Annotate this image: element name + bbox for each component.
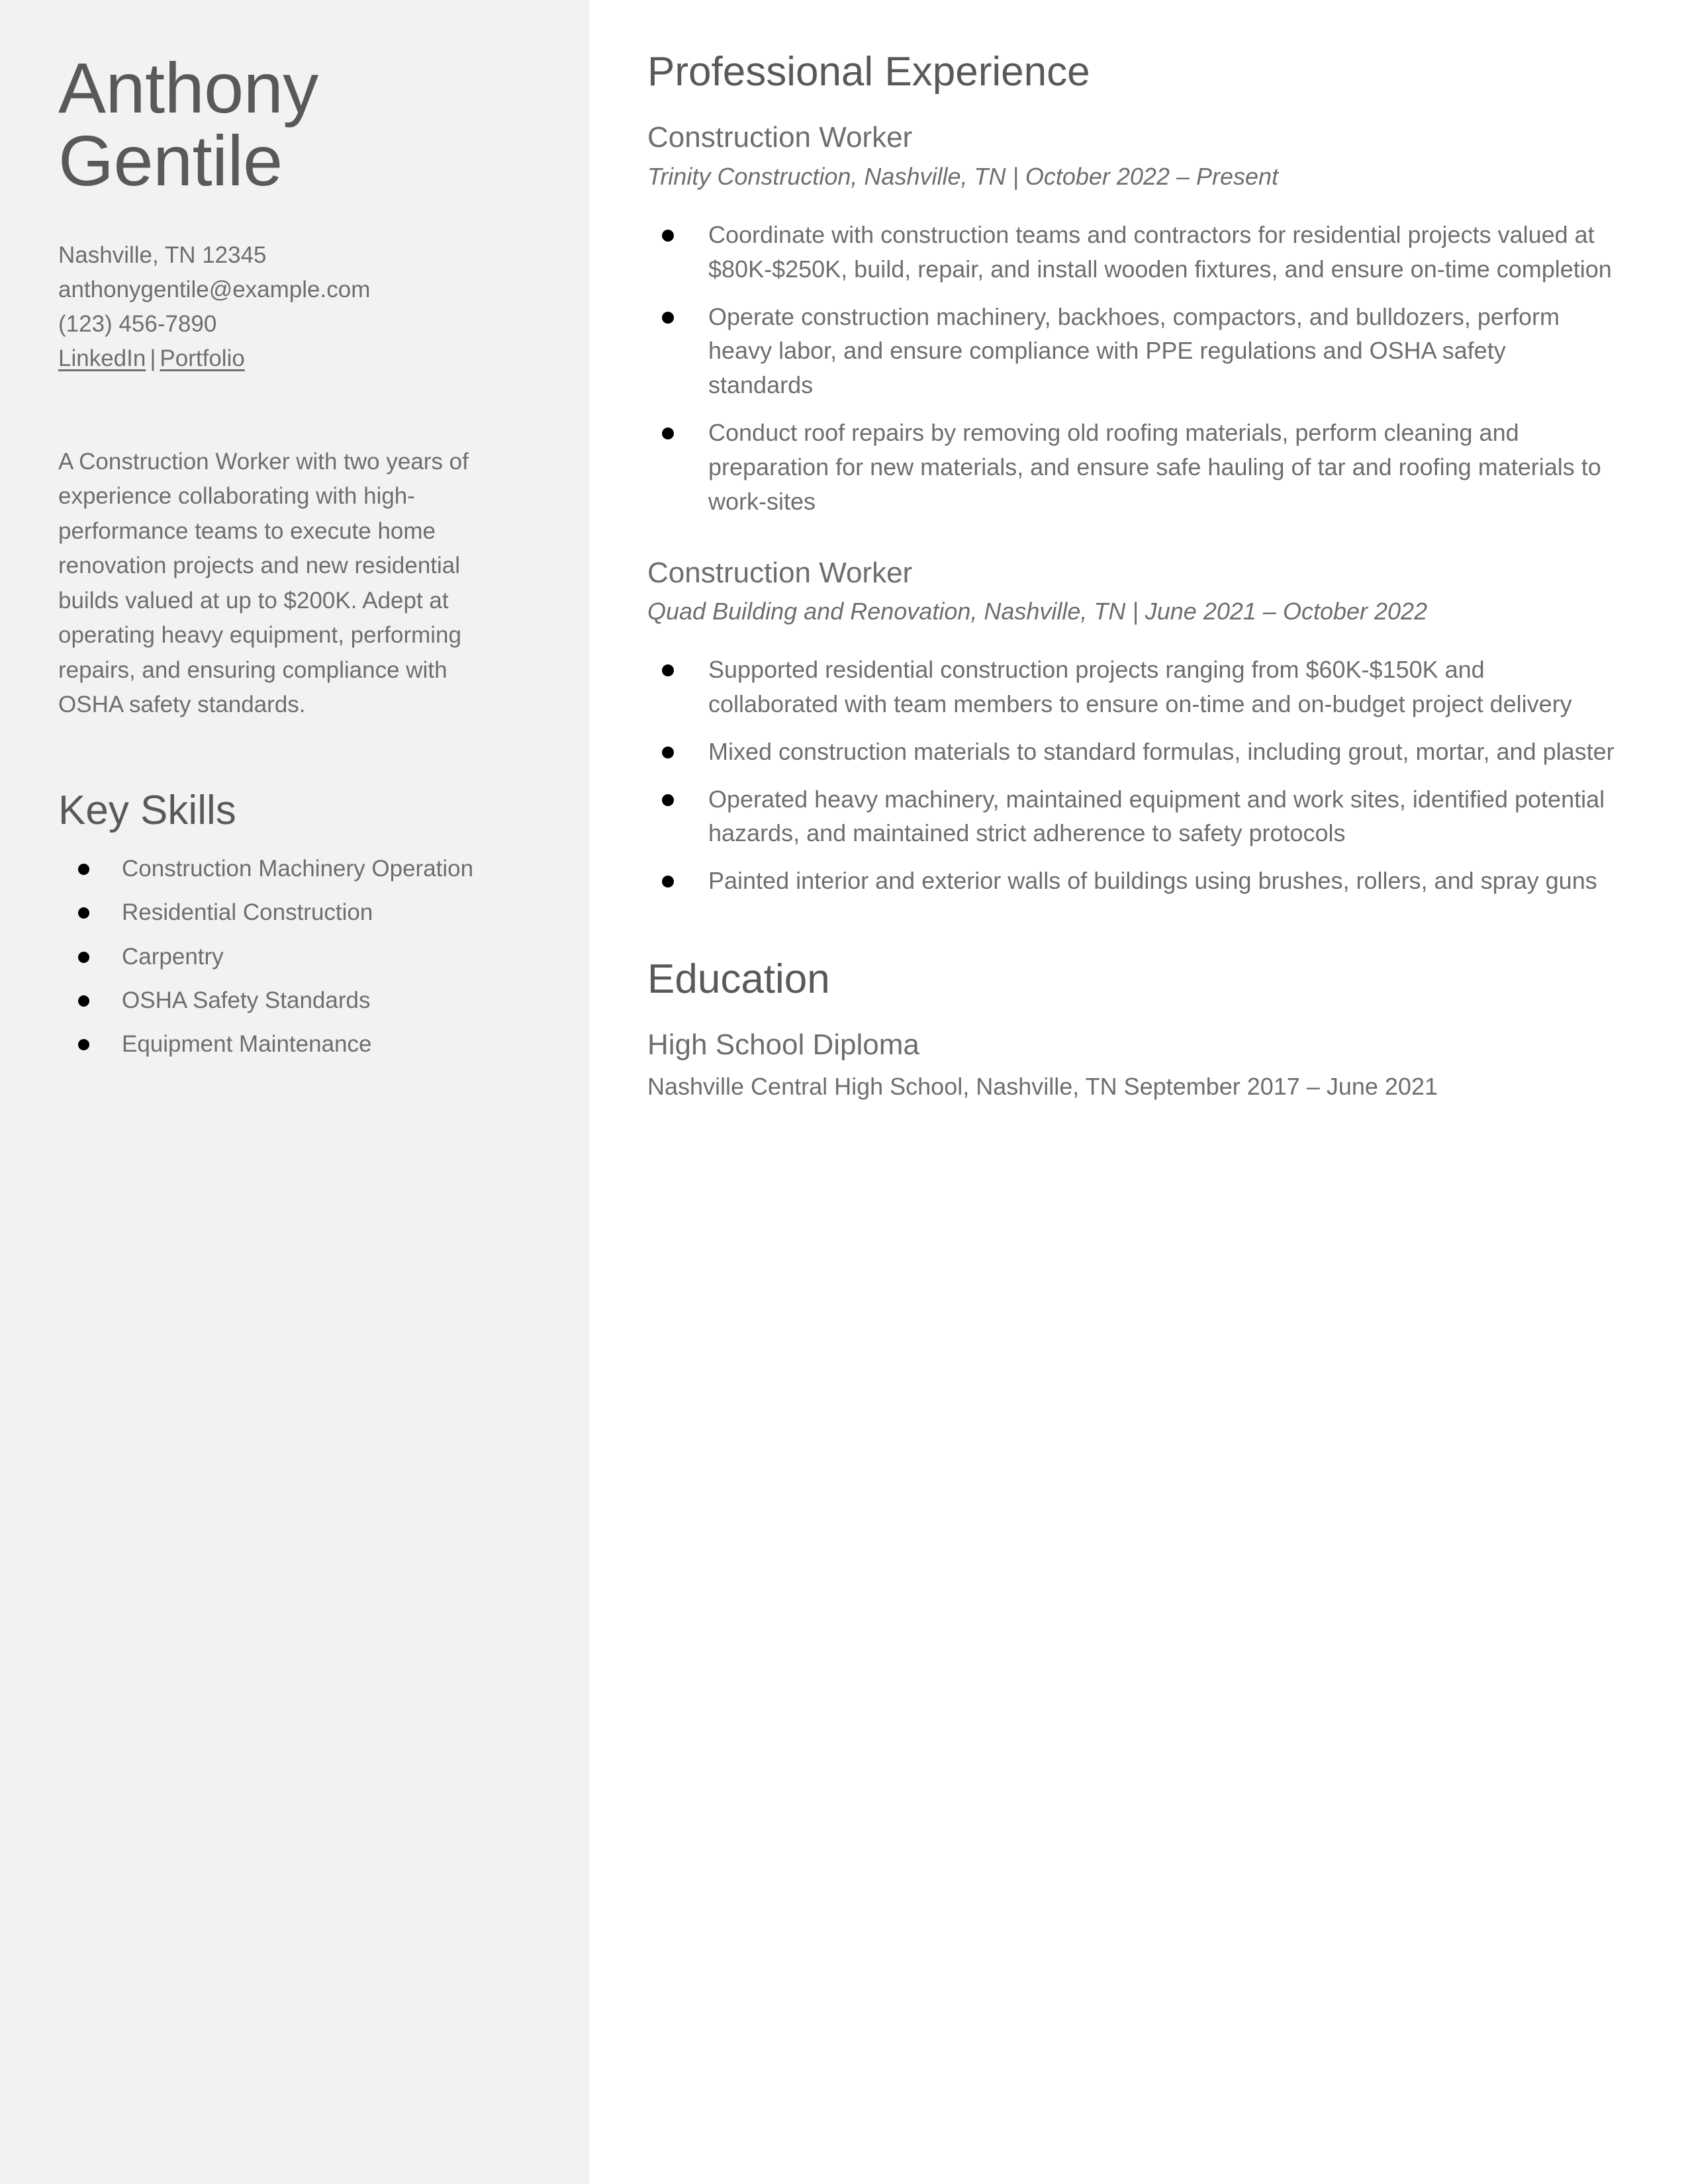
job-title: Construction Worker — [647, 121, 913, 154]
bullet-icon — [78, 864, 89, 875]
job-company-dates: Trinity Construction, Nashville, TN | October 2022 – Present — [647, 162, 1279, 190]
list-item — [58, 984, 526, 1017]
education-school-dates: Nashville Central High School, Nashville, TN September 2017 – June 2021 — [647, 1072, 1438, 1100]
contact-info — [58, 238, 526, 375]
bullet-text: Operate construction machinery, backhoes, compactors, and bulldozers, perform heavy labor, and ensure compliance with PPE regulations and OSHA safety standards — [708, 302, 1560, 399]
list-item — [647, 782, 1617, 851]
bullet-text: Supported residential construction projects ranging from $60K-$150K and collaborated with team members to ensure on-time and on-budget project delivery — [708, 656, 1572, 717]
contact-phone[interactable]: (123) 456-7890 — [58, 310, 217, 337]
skill-label: Construction Machinery Operation — [122, 855, 474, 882]
list-item — [58, 852, 526, 886]
skill-label: Carpentry — [122, 943, 224, 970]
linkedin-link[interactable]: LinkedIn — [58, 345, 146, 371]
list-item — [58, 896, 526, 929]
bullet-icon — [78, 1039, 89, 1050]
bullet-icon — [662, 312, 674, 324]
link-separator: | — [150, 345, 156, 371]
list-item — [647, 300, 1617, 402]
bullet-text: Coordinate with construction teams and contractors for residential projects valued at $80K-$250K, build, repair, and install wooden fixtures, and ensure on-time completion — [708, 220, 1612, 283]
list-item — [647, 416, 1617, 518]
bullet-icon — [662, 664, 674, 676]
candidate-last-name: Gentile — [58, 120, 283, 201]
bullet-text: Mixed construction materials to standard formulas, including grout, mortar, and plaster — [708, 737, 1615, 765]
bullet-text: Painted interior and exterior walls of buildings using brushes, rollers, and spray guns — [708, 867, 1597, 895]
list-item — [647, 218, 1617, 287]
skill-label: Equipment Maintenance — [122, 1031, 372, 1058]
bullet-text: Operated heavy machinery, maintained equipment and work sites, identified potential hazards, and maintained strict adherence to safety protocols — [708, 785, 1605, 847]
bullet-icon — [662, 747, 674, 758]
list-item — [58, 940, 526, 974]
professional-summary: A Construction Worker with two years of experience collaborating with high-performance teams to execute home renovation projects and new residential builds valued at up to $200K. Adept at operating heavy equipment, performing repairs, and ensuring compliance with OSHA safety standards. — [58, 448, 469, 717]
candidate-name — [58, 48, 526, 201]
skill-label: OSHA Safety Standards — [122, 987, 371, 1014]
job-company-dates: Quad Building and Renovation, Nashville, TN | June 2021 – October 2022 — [647, 597, 1428, 625]
bullet-icon — [662, 794, 674, 806]
experience-entry — [647, 555, 1617, 899]
key-skills-list — [58, 852, 526, 1062]
job-bullets — [647, 653, 1617, 898]
bullet-icon — [78, 952, 89, 963]
bullet-icon — [662, 428, 674, 439]
professional-experience-heading: Professional Experience — [647, 49, 1090, 95]
list-item — [647, 653, 1617, 721]
contact-location: Nashville, TN 12345 — [58, 242, 267, 269]
list-item — [647, 864, 1617, 898]
sidebar — [0, 0, 589, 2184]
contact-email[interactable]: anthonygentile@example.com — [58, 277, 371, 303]
experience-entry — [647, 119, 1617, 518]
bullet-icon — [662, 230, 674, 242]
bullet-icon — [662, 876, 674, 887]
education-degree: High School Diploma — [647, 1028, 919, 1062]
candidate-first-name: Anthony — [58, 48, 318, 128]
education-heading: Education — [647, 956, 830, 1003]
key-skills-heading: Key Skills — [58, 787, 236, 833]
contact-links — [58, 341, 526, 376]
bullet-icon — [78, 995, 89, 1007]
job-title: Construction Worker — [647, 556, 913, 589]
bullet-text: Conduct roof repairs by removing old roofing materials, perform cleaning and preparation for new materials, and ensure safe hauling of tar and roofing materials to work-sites — [708, 419, 1601, 515]
main-content — [589, 0, 1688, 2184]
list-item — [58, 1028, 526, 1061]
portfolio-link[interactable]: Portfolio — [160, 345, 245, 371]
bullet-icon — [78, 907, 89, 919]
job-bullets — [647, 218, 1617, 519]
skill-label: Residential Construction — [122, 899, 373, 926]
list-item — [647, 735, 1617, 769]
education-entry — [647, 1026, 1617, 1103]
